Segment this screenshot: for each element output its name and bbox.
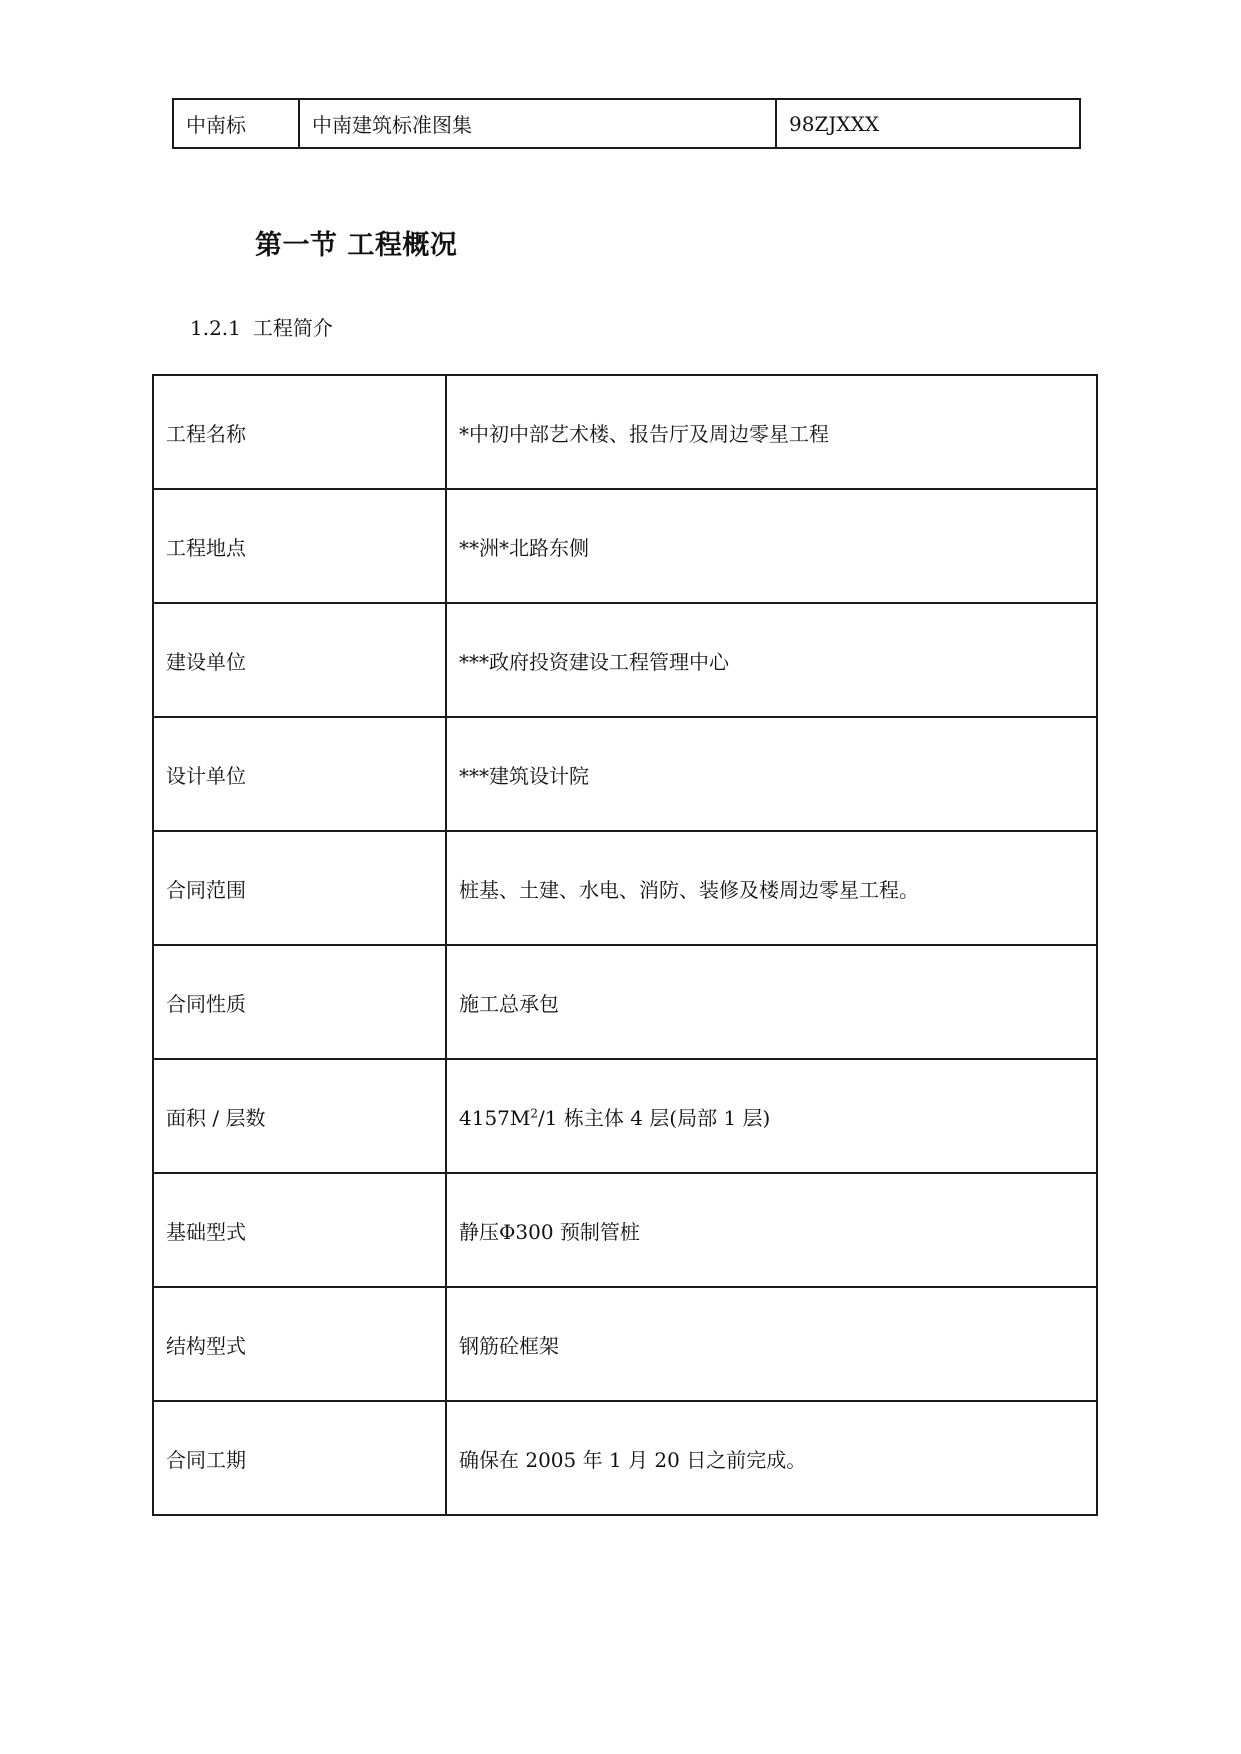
label-cell: 结构型式 — [153, 1287, 446, 1401]
value-cell: **洲*北路东侧 — [446, 489, 1097, 603]
label-cell: 工程地点 — [153, 489, 446, 603]
table-row — [153, 1173, 1097, 1287]
table-row — [153, 1401, 1097, 1515]
label-cell: 设计单位 — [153, 717, 446, 831]
table-row — [173, 99, 1080, 148]
value-cell: 桩基、土建、水电、消防、装修及楼周边零星工程。 — [446, 831, 1097, 945]
project-info-table — [152, 374, 1098, 1516]
value-cell: 钢筋砼框架 — [446, 1287, 1097, 1401]
label-cell: 基础型式 — [153, 1173, 446, 1287]
label-cell: 合同范围 — [153, 831, 446, 945]
value-cell: *中初中部艺术楼、报告厅及周边零星工程 — [446, 375, 1097, 489]
standard-code-cell: 98ZJXXX — [776, 99, 1080, 148]
value-cell: 静压Φ300 预制管桩 — [446, 1173, 1097, 1287]
area-unit-exponent: 2 — [530, 1105, 539, 1120]
subsection-title: 工程简介 — [252, 316, 333, 340]
section-title: 第一节 工程概况 — [255, 230, 458, 261]
table-row — [153, 831, 1097, 945]
table-row — [153, 1287, 1097, 1401]
subsection-number: 1.2.1 — [190, 316, 241, 340]
table-row — [153, 1059, 1097, 1173]
table-row — [153, 375, 1097, 489]
label-cell: 建设单位 — [153, 603, 446, 717]
label-cell: 面积 / 层数 — [153, 1059, 446, 1173]
value-cell: 确保在 2005 年 1 月 20 日之前完成。 — [446, 1401, 1097, 1515]
table-row — [153, 717, 1097, 831]
area-value: 4157M — [459, 1105, 531, 1130]
table-row — [153, 603, 1097, 717]
label-cell: 工程名称 — [153, 375, 446, 489]
table-row — [153, 945, 1097, 1059]
value-cell: ***建筑设计院 — [446, 717, 1097, 831]
label-cell: 合同性质 — [153, 945, 446, 1059]
floors-value: /1 栋主体 4 层(局部 1 层) — [538, 1105, 771, 1130]
standards-table — [172, 98, 1081, 149]
standard-name-cell: 中南建筑标准图集 — [299, 99, 776, 148]
value-cell: 施工总承包 — [446, 945, 1097, 1059]
label-cell: 合同工期 — [153, 1401, 446, 1515]
table-row — [153, 489, 1097, 603]
subsection-heading — [190, 312, 333, 341]
value-cell: ***政府投资建设工程管理中心 — [446, 603, 1097, 717]
value-cell — [446, 1059, 1097, 1173]
standard-abbr-cell: 中南标 — [173, 99, 299, 148]
